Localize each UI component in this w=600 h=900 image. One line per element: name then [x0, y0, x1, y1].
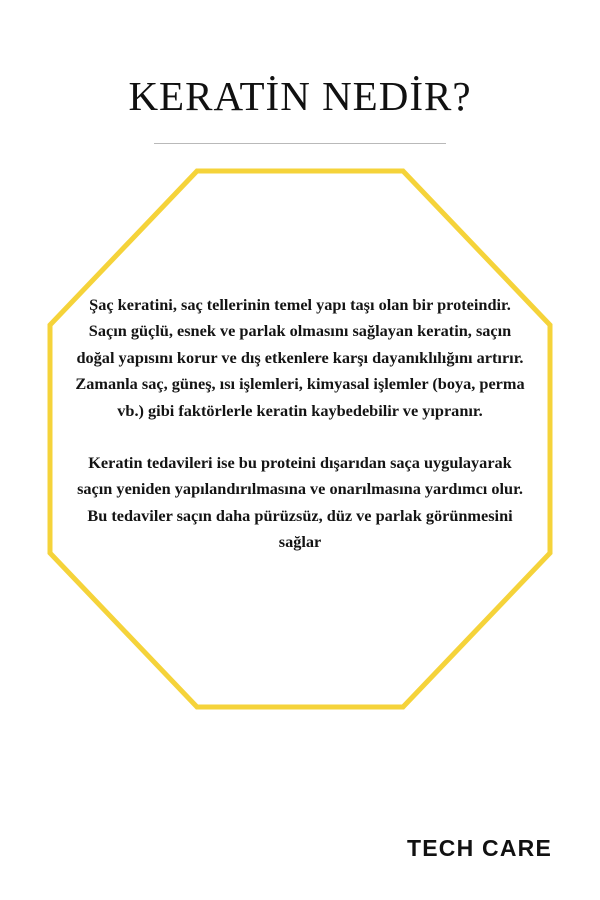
brand-logotype: TECH CARE	[407, 835, 552, 861]
title-divider	[154, 143, 446, 144]
title-block	[0, 74, 600, 144]
body-copy	[72, 292, 528, 556]
paragraph-2: Keratin tedavileri ise bu proteini dışarıdan saça uygulayarak saçın yeniden yapılandırılmasına ve onarılmasına yardımcı olur. Bu tedaviler saçın daha pürüzsüz, düz ve parlak görünmesini sağlar	[77, 452, 523, 552]
page-title: KERATİN NEDİR?	[128, 73, 472, 119]
paragraph-1: Şaç keratini, saç tellerinin temel yapı taşı olan bir proteindir. Saçın güçlü, esnek ve parlak olmasını sağlayan keratin, saçın doğal yapısını korur ve dış etkenlere karşı dayanıklılığını artırır. Zamanla saç, güneş, ısı işlemleri, kimyasal işlemler (boya, perma vb.) gibi faktörlerle keratin kaybedebilir ve yıpranır.	[75, 295, 525, 420]
